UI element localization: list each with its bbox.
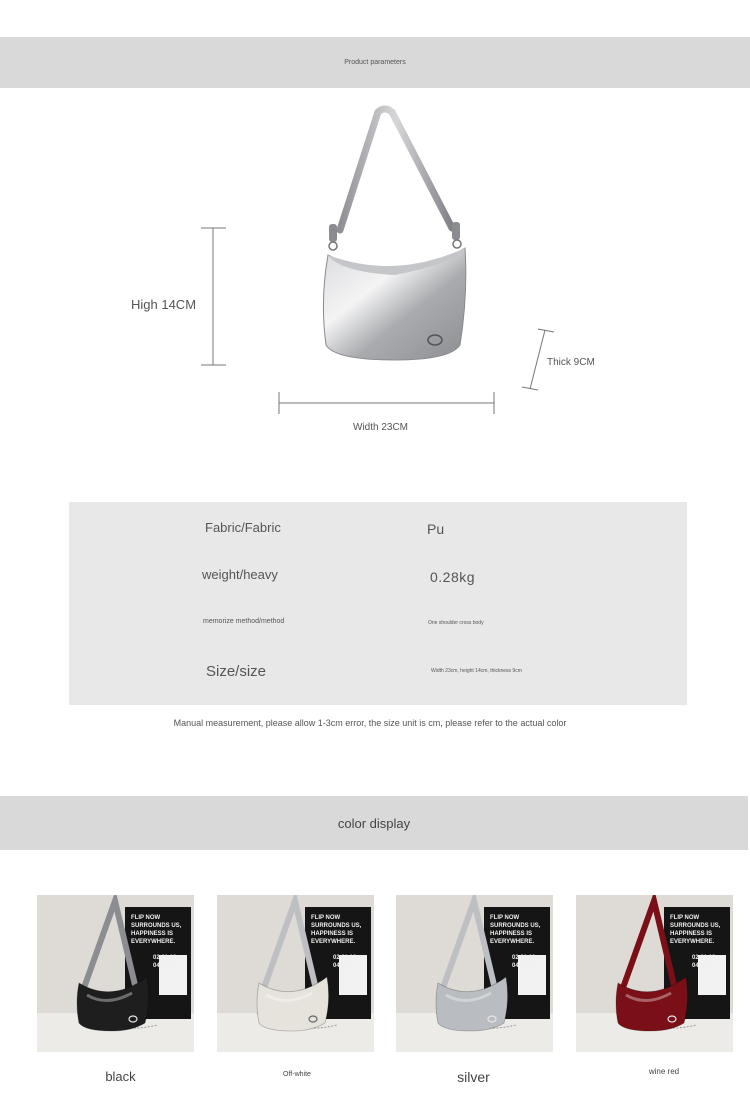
- spec-value-fabric: Pu: [427, 521, 445, 537]
- offwhite-bag-photo: [217, 895, 374, 1052]
- svg-text:HAPPINESS IS: HAPPINESS IS: [311, 931, 354, 937]
- photo-scene: [37, 895, 194, 1052]
- svg-text:FLIP NOW: FLIP NOW: [490, 915, 520, 921]
- spec-key-method: memorize method/method: [203, 618, 285, 625]
- svg-text:FLIP NOW: FLIP NOW: [311, 915, 341, 921]
- svg-text:EVERYWHERE.: EVERYWHERE.: [131, 939, 176, 945]
- color-label-winered: wine red: [648, 1067, 680, 1076]
- svg-text:HAPPINESS IS: HAPPINESS IS: [131, 931, 174, 937]
- svg-text:04 06 82: 04 06 82: [692, 963, 716, 969]
- svg-text:SURROUNDS US,: SURROUNDS US,: [670, 923, 721, 929]
- svg-text:SURROUNDS US,: SURROUNDS US,: [131, 923, 182, 929]
- color-label-black: black: [105, 1069, 136, 1084]
- width-label: Width 23CM: [353, 422, 409, 433]
- photo-scene: [576, 895, 733, 1052]
- svg-text:HAPPINESS IS: HAPPINESS IS: [670, 931, 713, 937]
- svg-text:02 21 19: 02 21 19: [333, 955, 357, 961]
- spec-value-method: One shoulder cross body: [428, 620, 484, 626]
- spec-value-weight: 0.28kg: [430, 569, 476, 585]
- photo-scene: [396, 895, 553, 1052]
- height-label: High 14CM: [131, 297, 197, 312]
- color-label-offwhite: Off-white: [283, 1071, 311, 1078]
- svg-text:02 21 19: 02 21 19: [153, 955, 177, 961]
- spec-key-weight: weight/heavy: [202, 567, 278, 582]
- spec-key-size: Size/size: [206, 663, 267, 680]
- winered-bag-photo: [576, 895, 733, 1052]
- svg-text:HAPPINESS IS: HAPPINESS IS: [490, 931, 533, 937]
- product-parameters-title: Product parameters: [344, 59, 406, 66]
- thickness-label: Thick 9CM: [547, 357, 595, 368]
- svg-text:04 06 82: 04 06 82: [153, 963, 177, 969]
- svg-text:EVERYWHERE.: EVERYWHERE.: [490, 939, 535, 945]
- measurement-note: Manual measurement, please allow 1-3cm error, the size unit is cm, please refer to the actual color: [173, 718, 567, 728]
- svg-text:SURROUNDS US,: SURROUNDS US,: [311, 923, 362, 929]
- photo-scene: [217, 895, 374, 1052]
- svg-text:02 21 19: 02 21 19: [692, 955, 716, 961]
- svg-text:02 21 19: 02 21 19: [512, 955, 536, 961]
- handbag-image: [300, 100, 490, 370]
- svg-text:FLIP NOW: FLIP NOW: [131, 915, 161, 921]
- black-bag-photo: [37, 895, 194, 1052]
- svg-text:EVERYWHERE.: EVERYWHERE.: [311, 939, 356, 945]
- svg-text:04 06 82: 04 06 82: [333, 963, 357, 969]
- spec-key-fabric: Fabric/Fabric: [205, 520, 281, 535]
- spec-table: [69, 502, 687, 705]
- color-display-banner: [0, 796, 748, 850]
- product-parameters-banner: [0, 37, 750, 88]
- svg-text:FLIP NOW: FLIP NOW: [670, 915, 700, 921]
- color-label-silver: silver: [457, 1069, 490, 1085]
- svg-text:SURROUNDS US,: SURROUNDS US,: [490, 923, 541, 929]
- svg-text:04 06 82: 04 06 82: [512, 963, 536, 969]
- color-display-title: color display: [337, 815, 411, 831]
- svg-text:EVERYWHERE.: EVERYWHERE.: [670, 939, 715, 945]
- spec-value-size: Width 23cm, height 14cm, thickness 9cm: [431, 668, 522, 674]
- silver-bag-photo: [396, 895, 553, 1052]
